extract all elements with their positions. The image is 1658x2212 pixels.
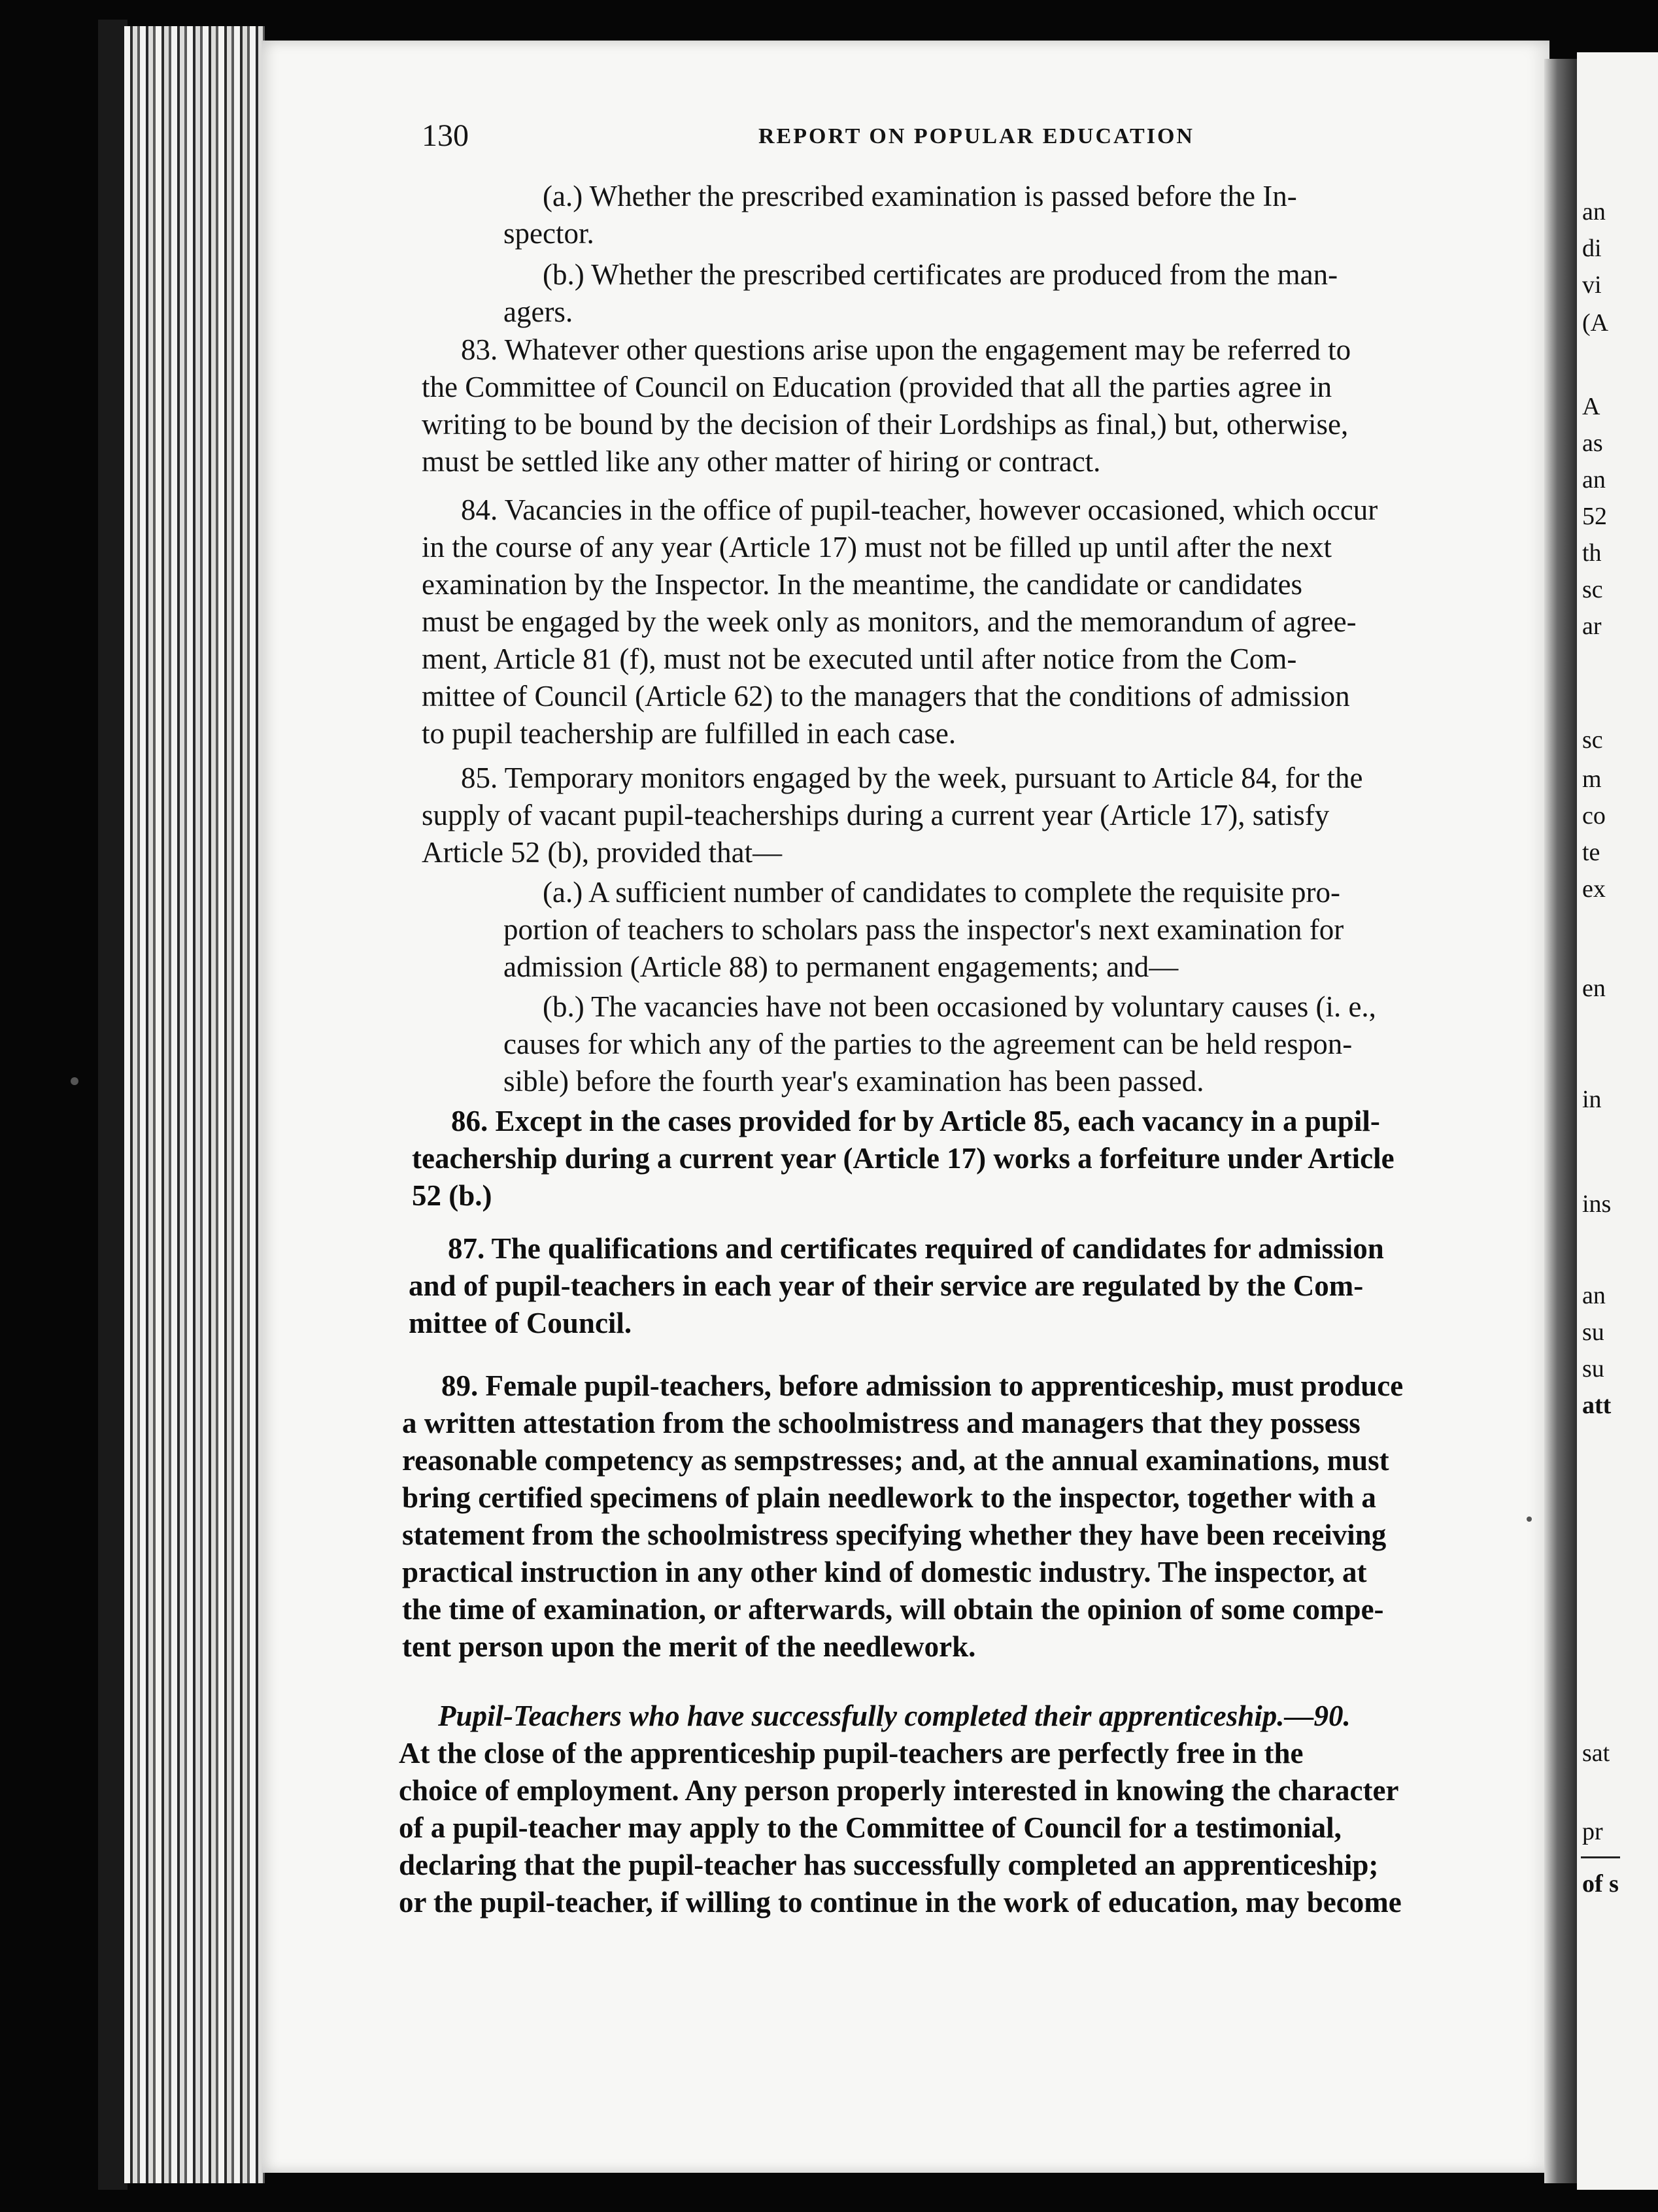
facing-text: A [1582, 393, 1600, 420]
clause-b-first: (b.) Whether the prescribed certificates are produced from the man- agers. [503, 258, 1338, 328]
facing-text: an [1582, 198, 1606, 226]
article-86: 86. Except in the cases provided for by Article 85, each vacancy in a pupil- teachership during a current year (Article 17) works a forfeiture under Article 52 (b.) [412, 1105, 1395, 1212]
facing-text: sc [1582, 726, 1603, 754]
facing-text: th [1582, 539, 1602, 567]
facing-text: ar [1582, 612, 1602, 640]
facing-text: te [1582, 839, 1600, 866]
facing-text: sc [1582, 576, 1603, 603]
facing-text: sat [1582, 1739, 1610, 1767]
facing-text: (A [1582, 309, 1609, 337]
book-page [262, 41, 1549, 2173]
facing-text: su [1582, 1318, 1604, 1346]
facing-text: ex [1582, 875, 1606, 903]
facing-text: en [1582, 975, 1606, 1002]
facing-text: an [1582, 466, 1606, 494]
facing-text: di [1582, 235, 1602, 262]
facing-text: ins [1582, 1190, 1612, 1218]
facing-text: as [1582, 429, 1603, 457]
facing-text: su [1582, 1355, 1604, 1382]
running-head: REPORT ON POPULAR EDUCATION [758, 124, 1194, 148]
facing-text: m [1582, 765, 1602, 793]
facing-text: of s [1582, 1870, 1619, 1898]
article-89: 89. Female pupil-teachers, before admission to apprenticeship, must produce a written attestation from the schoolmistress and managers that they possess reasonable competency as sempstresses; and, at the annual examinations, must bring certified specimens of plain needlework to the inspector, together with a statement from the schoolmistress specifying whether they have been receiving practical instruction in any other kind of domestic industry. The inspector, at the time of examination, or afterwards, will obtain the opinion of some compe- tent person upon the merit of the needlework. [402, 1369, 1404, 1663]
article-85-clause-a: (a.) A sufficient number of candidates to complete the requisite pro- portion of teachers to scholars pass the inspector's next examination for admission (Article 88) to permanent engagements; and— [503, 876, 1344, 983]
facing-text: pr [1582, 1818, 1603, 1845]
page-content [262, 41, 1549, 2173]
book-edge-shadow [98, 20, 127, 2190]
facing-text: att [1582, 1392, 1612, 1419]
article-90: Pupil-Teachers who have successfully completed their apprenticeship.—90. At the close of the apprenticeship pupil-teachers are perfectly free in the choice of employment. Any person properly interested in knowing the character of a pupil-teacher may apply to the Committee of Council for a testimonial, declaring that the pupil-teacher has successfully completed an apprenticeship; or the pupil-teacher, if willing to continue in the work of education, may become [399, 1698, 1461, 1921]
article-87: 87. The qualifications and certificates required of candidates for admission and of pupil-teachers in each year of their service are regulated by the Com- mittee of Council. [409, 1232, 1384, 1339]
article-84: 84. Vacancies in the office of pupil-teacher, however occasioned, which occur in the course of any year (Article 17) must not be filled up until after the next examination by the Inspector. In the meantime, the candidate or candidates must be engaged by the week only as monitors, and the memorandum of agree- ment, Article 81 (f), must not be executed until after notice from the Com- mittee of Council (Article 62) to the managers that the conditions of admission to pupil teachership are fulfilled in each case. [422, 494, 1378, 750]
page-edges [124, 26, 265, 2183]
facing-text: an [1582, 1282, 1606, 1309]
scan-speck [71, 1077, 78, 1085]
facing-page [1577, 52, 1658, 2190]
article-85-clause-b: (b.) The vacancies have not been occasioned by voluntary causes (i. e., causes for which any of the parties to the agreement can be held respon- sible) before the fourth year's examination has been passed. [503, 990, 1376, 1098]
facing-text: vi [1582, 271, 1602, 299]
facing-text: co [1582, 802, 1606, 830]
facing-text: in [1582, 1086, 1602, 1113]
section-heading: Pupil-Teachers who have successfully completed their apprenticeship.—90. [438, 1700, 1351, 1732]
scan-speck [1527, 1517, 1532, 1522]
article-85: 85. Temporary monitors engaged by the week, pursuant to Article 84, for the supply of vacant pupil-teacherships during a current year (Article 17), satisfy Article 52 (b), provided that— [422, 762, 1363, 869]
facing-rule [1581, 1856, 1620, 1858]
clause-a-first: (a.) Whether the prescribed examination is passed before the In- spector. [503, 180, 1297, 250]
facing-text: 52 [1582, 503, 1607, 530]
article-83: 83. Whatever other questions arise upon the engagement may be referred to the Committee of Council on Education (provided that all the parties agree in writing to be bound by the decision of their Lordships as final,) but, otherwise, must be settled like any other matter of hiring or contract. [422, 333, 1351, 478]
page-number: 130 [422, 118, 469, 153]
